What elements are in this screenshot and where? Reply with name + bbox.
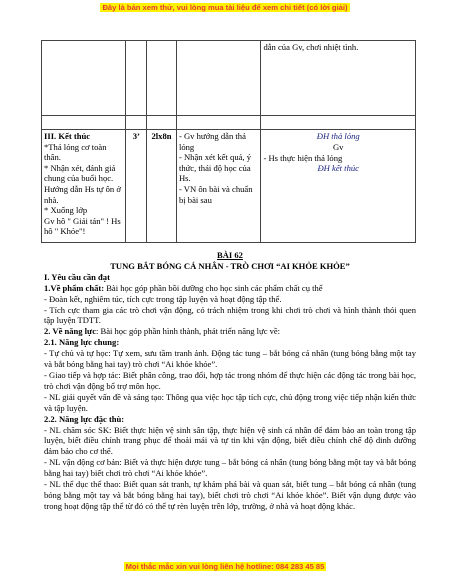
paragraph (44, 326, 416, 337)
paragraph: - Giao tiếp và hợp tác: Biết phân công, trao đổi, hợp tác trong nhóm để thực hiện các động tác trong bài học, trò chơi vận động bổ trợ môn học. (44, 369, 416, 391)
table-row (42, 116, 416, 130)
table-cell (176, 41, 260, 116)
table-cell (42, 41, 126, 116)
section-heading: 2.2. Năng lực đặc thù: (44, 413, 125, 424)
activity-line: - VN ôn bài và chuẩn bị bài sau (178, 183, 253, 205)
table-cell (261, 41, 416, 116)
paragraph: - NL vận động cơ bản: Biết và thực hiện được tung – bắt bóng cá nhân (tung bóng bằng một tay và bắt bóng bằng hai tay) biết chơi trò chơi “Ai khỏe khỏe”. (44, 457, 416, 479)
table-row (42, 41, 416, 116)
paragraph: - NL chăm sóc SK: Biết thực hiện vệ sinh sân tập, thực hiện vệ sinh cá nhân để đảm bảo an toàn trong tập luyện, biết điều chỉnh trang phục để thoải mái và tự tin khi vận động, biết điều chỉnh chế độ dinh dưỡng đảm bảo cho cơ thể. (44, 424, 416, 457)
table-cell (126, 116, 147, 130)
paragraph: - NL giải quyết vấn đề và sáng tạo: Thông qua việc học tập tích cực, chủ động trong việc tiếp nhận kiến thức và tập luyện. (44, 391, 416, 413)
table-cell (176, 116, 260, 130)
activity-line: - Nhận xét kết quả, ý thức, thái độ học của Hs. (178, 152, 252, 184)
teacher-label: Gv (332, 141, 344, 152)
section-title: III. Kết thúc (44, 131, 91, 141)
formation-title: ĐH kết thúc (317, 163, 359, 174)
time-cell: 3’ (126, 130, 147, 243)
formation-title: ĐH thả lỏng (316, 131, 360, 141)
teacher-marker (263, 142, 413, 153)
paragraph: - Tích cực tham gia các trò chơi vận động, có trách nhiệm trong khi chơi trò chơi và hình thành thói quen tập luyện TDTT. (44, 304, 416, 326)
lesson-plan-table (41, 40, 416, 243)
table-cell (147, 116, 177, 130)
table-row (42, 130, 416, 243)
paragraph (44, 283, 416, 294)
student-activity-line: - Hs thực hiện thả lỏng (263, 152, 343, 163)
lesson-number: BÀI 62 (217, 250, 243, 260)
paragraph: - Tự chủ và tự học: Tự xem, sưu tầm tranh ảnh. Động tác tung – bắt bóng cá nhân (tung bóng bằng một tay và bắt bóng bằng hai tay) trò chơi “Ai khỏe khỏe”. (44, 348, 416, 370)
lesson-body (44, 250, 416, 512)
preview-banner (0, 3, 450, 12)
paragraph-text: : Bài học góp phần hình thành, phát triển năng lực về: (95, 326, 281, 337)
paragraph-lead: 1.Về phẩm chất: (44, 282, 105, 293)
content-line: *Thả lỏng cơ toàn thân. (44, 141, 107, 163)
content-cell (42, 130, 126, 243)
table-cell (261, 116, 416, 130)
quantity-cell: 2lx8n (147, 130, 177, 243)
lesson-paragraphs (44, 272, 416, 512)
paragraph: - Đoàn kết, nghiêm túc, tích cực trong tập luyện và hoạt động tập thể. (44, 293, 282, 304)
preview-banner-text: Đây là bản xem thử, vui lòng mua tài liệu để xem chi tiết (có lời giải) (102, 3, 348, 12)
hotline-banner (0, 562, 450, 571)
content-line: * Nhận xét, đánh giá chung của buổi học. (44, 162, 116, 184)
content-line: Hướng dẫn Hs tự ôn ở nhà. (44, 183, 121, 205)
lesson-title: TUNG BẮT BÓNG CÁ NHÂN - TRÒ CHƠI “AI KHỎE KHỎE” (110, 260, 350, 271)
paragraph: - NL thể dục thể thao: Biết quan sát tranh, tự khám phá bài và quan sát, biết tung – bắt bóng cá nhân (tung bóng bằng một tay và bắt bóng bằng hai tay), biết chơi trò chơi “Ai khỏe khỏe”. Biết vận dụng được vào trong hoạt động tập thể từ đó có thể tự rèn luyện trên lớp, trường, ở nhà và hoạt động khác. (44, 479, 416, 511)
paragraph-lead: 2. Về năng lực (44, 326, 96, 337)
table-cell (126, 41, 147, 116)
section-heading: 2.1. Năng lực chung: (44, 337, 120, 348)
paragraph-text: Bài học góp phần bồi dưỡng cho học sinh các phẩm chất cụ thể (104, 282, 323, 293)
section-heading: I. Yêu cầu cần đạt (44, 271, 110, 282)
student-activity-cell (261, 130, 416, 243)
teacher-activity-cell (176, 130, 260, 243)
table-cell (42, 116, 126, 130)
content-line: Gv hô " Giải tán" ! Hs hô " Khỏe"! (44, 215, 121, 237)
table-cell (147, 41, 177, 116)
guidance-text: dẫn của Gv, chơi nhiệt tình. (263, 42, 359, 52)
hotline-text: Mọi thắc mắc xin vui lòng liên hệ hotline: 084 283 45 85 (125, 562, 325, 571)
activity-line: - Gv hướng dẫn thả lỏng (178, 131, 246, 152)
content-line: * Xuống lớp (44, 205, 88, 216)
